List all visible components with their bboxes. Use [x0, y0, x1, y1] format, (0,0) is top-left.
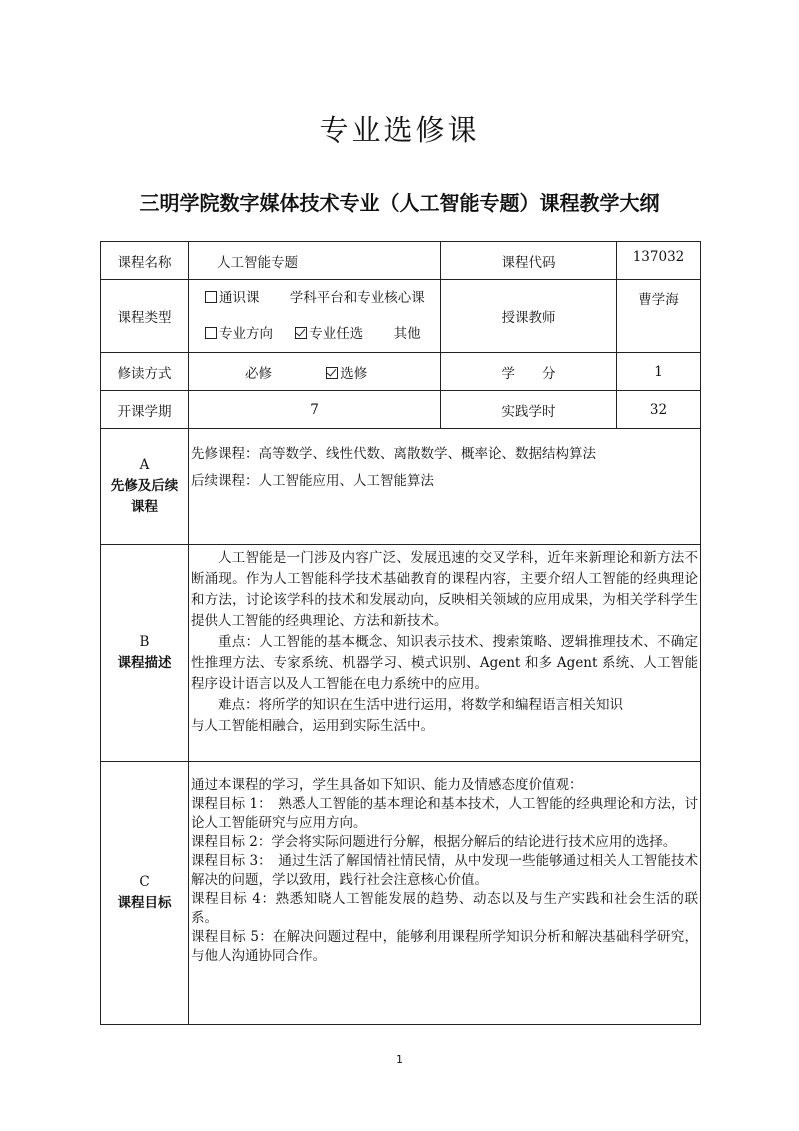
- section-a-content: [189, 429, 701, 545]
- practice-hours-value: 32: [617, 391, 701, 429]
- section-a-heading: [101, 429, 189, 545]
- course-type-label: 课程类型: [101, 280, 189, 353]
- objective-item: 课程目标 5：在解决问题过程中，能够利用课程所学知识分析和解决基础科学研究，与他人沟通协同合作。: [191, 929, 698, 964]
- section-letter: C: [139, 874, 150, 890]
- type-option: 学科平台和专业核心课: [289, 290, 425, 306]
- credit-label: 学 分: [441, 353, 617, 391]
- course-name-label: 课程名称: [101, 242, 189, 280]
- course-type-options: [189, 280, 441, 353]
- course-name-value: 人工智能专题: [189, 242, 441, 280]
- prerequisite-text: 先修课程：高等数学、线性代数、离散数学、概率论、数据结构算法: [191, 446, 596, 462]
- objective-item: 课程目标 1： 熟悉人工智能的基本理论和基本技术，人工智能的经典理论和方法，讨论人工智能研究与应用方向。: [191, 796, 698, 831]
- study-mode-label: 修读方式: [101, 353, 189, 391]
- section-title: 课程: [131, 499, 158, 515]
- course-code-label: 课程代码: [441, 242, 617, 280]
- type-option: 通识课: [219, 290, 260, 306]
- objective-item: 课程目标 2：学会将实际问题进行分解，根据分解后的结论进行技术应用的选择。: [191, 834, 677, 850]
- page-number: 1: [396, 1053, 403, 1066]
- key-points-paragraph: 重点：人工智能的基本概念、知识表示技术、搜索策略、逻辑推理技术、不确定性推理方法、专家系统、机器学习、模式识别、Agent 和多 Agent 系统、人工智能程序设计语言以及人工智能在电力系统中的应用。: [191, 634, 698, 692]
- follow-up-text: 后续课程：人工智能应用、人工智能算法: [191, 473, 434, 489]
- study-mode-options: [189, 353, 441, 391]
- teacher-value: 曹学海: [617, 280, 701, 353]
- table-row: [101, 762, 701, 1025]
- section-b-content: [189, 545, 701, 762]
- type-option: 专业方向: [219, 326, 273, 342]
- table-row: [101, 280, 701, 353]
- checkbox-checked-icon: [326, 367, 338, 379]
- practice-hours-label: 实践学时: [441, 391, 617, 429]
- objective-item: 课程目标 4：熟悉知晓人工智能发展的趋势、动态以及与生产实践和社会生活的联系。: [191, 891, 698, 926]
- page-title: 专业选修课: [319, 113, 480, 147]
- description-paragraph: 人工智能是一门涉及内容广泛、发展迅速的交叉学科，近年来新理论和新方法不断涌现。作为人工智能科学技术基础教育的课程内容，主要介绍人工智能的经典理论和方法，讨论该学科的技术和发展动向，反映相关领域的应用成果，为相关学科学生提供人工智能的经典理论、方法和新技术。: [191, 550, 698, 629]
- syllabus-table: [100, 241, 701, 1025]
- course-code-value: 137032: [617, 242, 701, 280]
- table-row: [101, 545, 701, 762]
- section-letter: B: [139, 634, 150, 650]
- type-option: 专业任选: [309, 326, 364, 342]
- credit-value: 1: [617, 353, 701, 391]
- table-row: [101, 353, 701, 391]
- section-title: 先修及后续: [110, 478, 179, 494]
- teacher-label: 授课教师: [441, 280, 617, 353]
- section-c-heading: [101, 762, 189, 1025]
- table-row: [101, 242, 701, 280]
- checkbox-icon: [205, 327, 217, 339]
- difficulty-paragraph: 难点：将所学的知识在生活中进行运用，将数学和编程语言相关知识: [218, 697, 623, 713]
- section-c-content: [189, 762, 701, 1025]
- objectives-intro: 通过本课程的学习，学生具备如下知识、能力及情感态度价值观：: [191, 777, 583, 793]
- objective-item: 课程目标 3： 通过生活了解国情社情民情，从中发现一些能够通过相关人工智能技术解决的问题，学以致用，践行社会注意核心价值。: [191, 853, 698, 888]
- difficulty-paragraph-cont: 与人工智能相融合，运用到实际生活中。: [191, 718, 434, 734]
- checkbox-checked-icon: [295, 327, 307, 339]
- section-letter: A: [139, 457, 150, 473]
- table-row: [101, 391, 701, 429]
- mode-option: 选修: [340, 365, 368, 382]
- checkbox-icon: [205, 291, 217, 303]
- table-row: [101, 429, 701, 545]
- section-title: 课程描述: [117, 655, 172, 671]
- term-value: 7: [189, 391, 441, 429]
- document-title: 三明学院数字媒体技术专业（人工智能专题）课程教学大纲: [139, 191, 660, 215]
- section-b-heading: [101, 545, 189, 762]
- type-option: 其他: [393, 326, 421, 342]
- term-label: 开课学期: [101, 391, 189, 429]
- section-title: 课程目标: [117, 895, 172, 911]
- mode-option: 必修: [245, 365, 272, 382]
